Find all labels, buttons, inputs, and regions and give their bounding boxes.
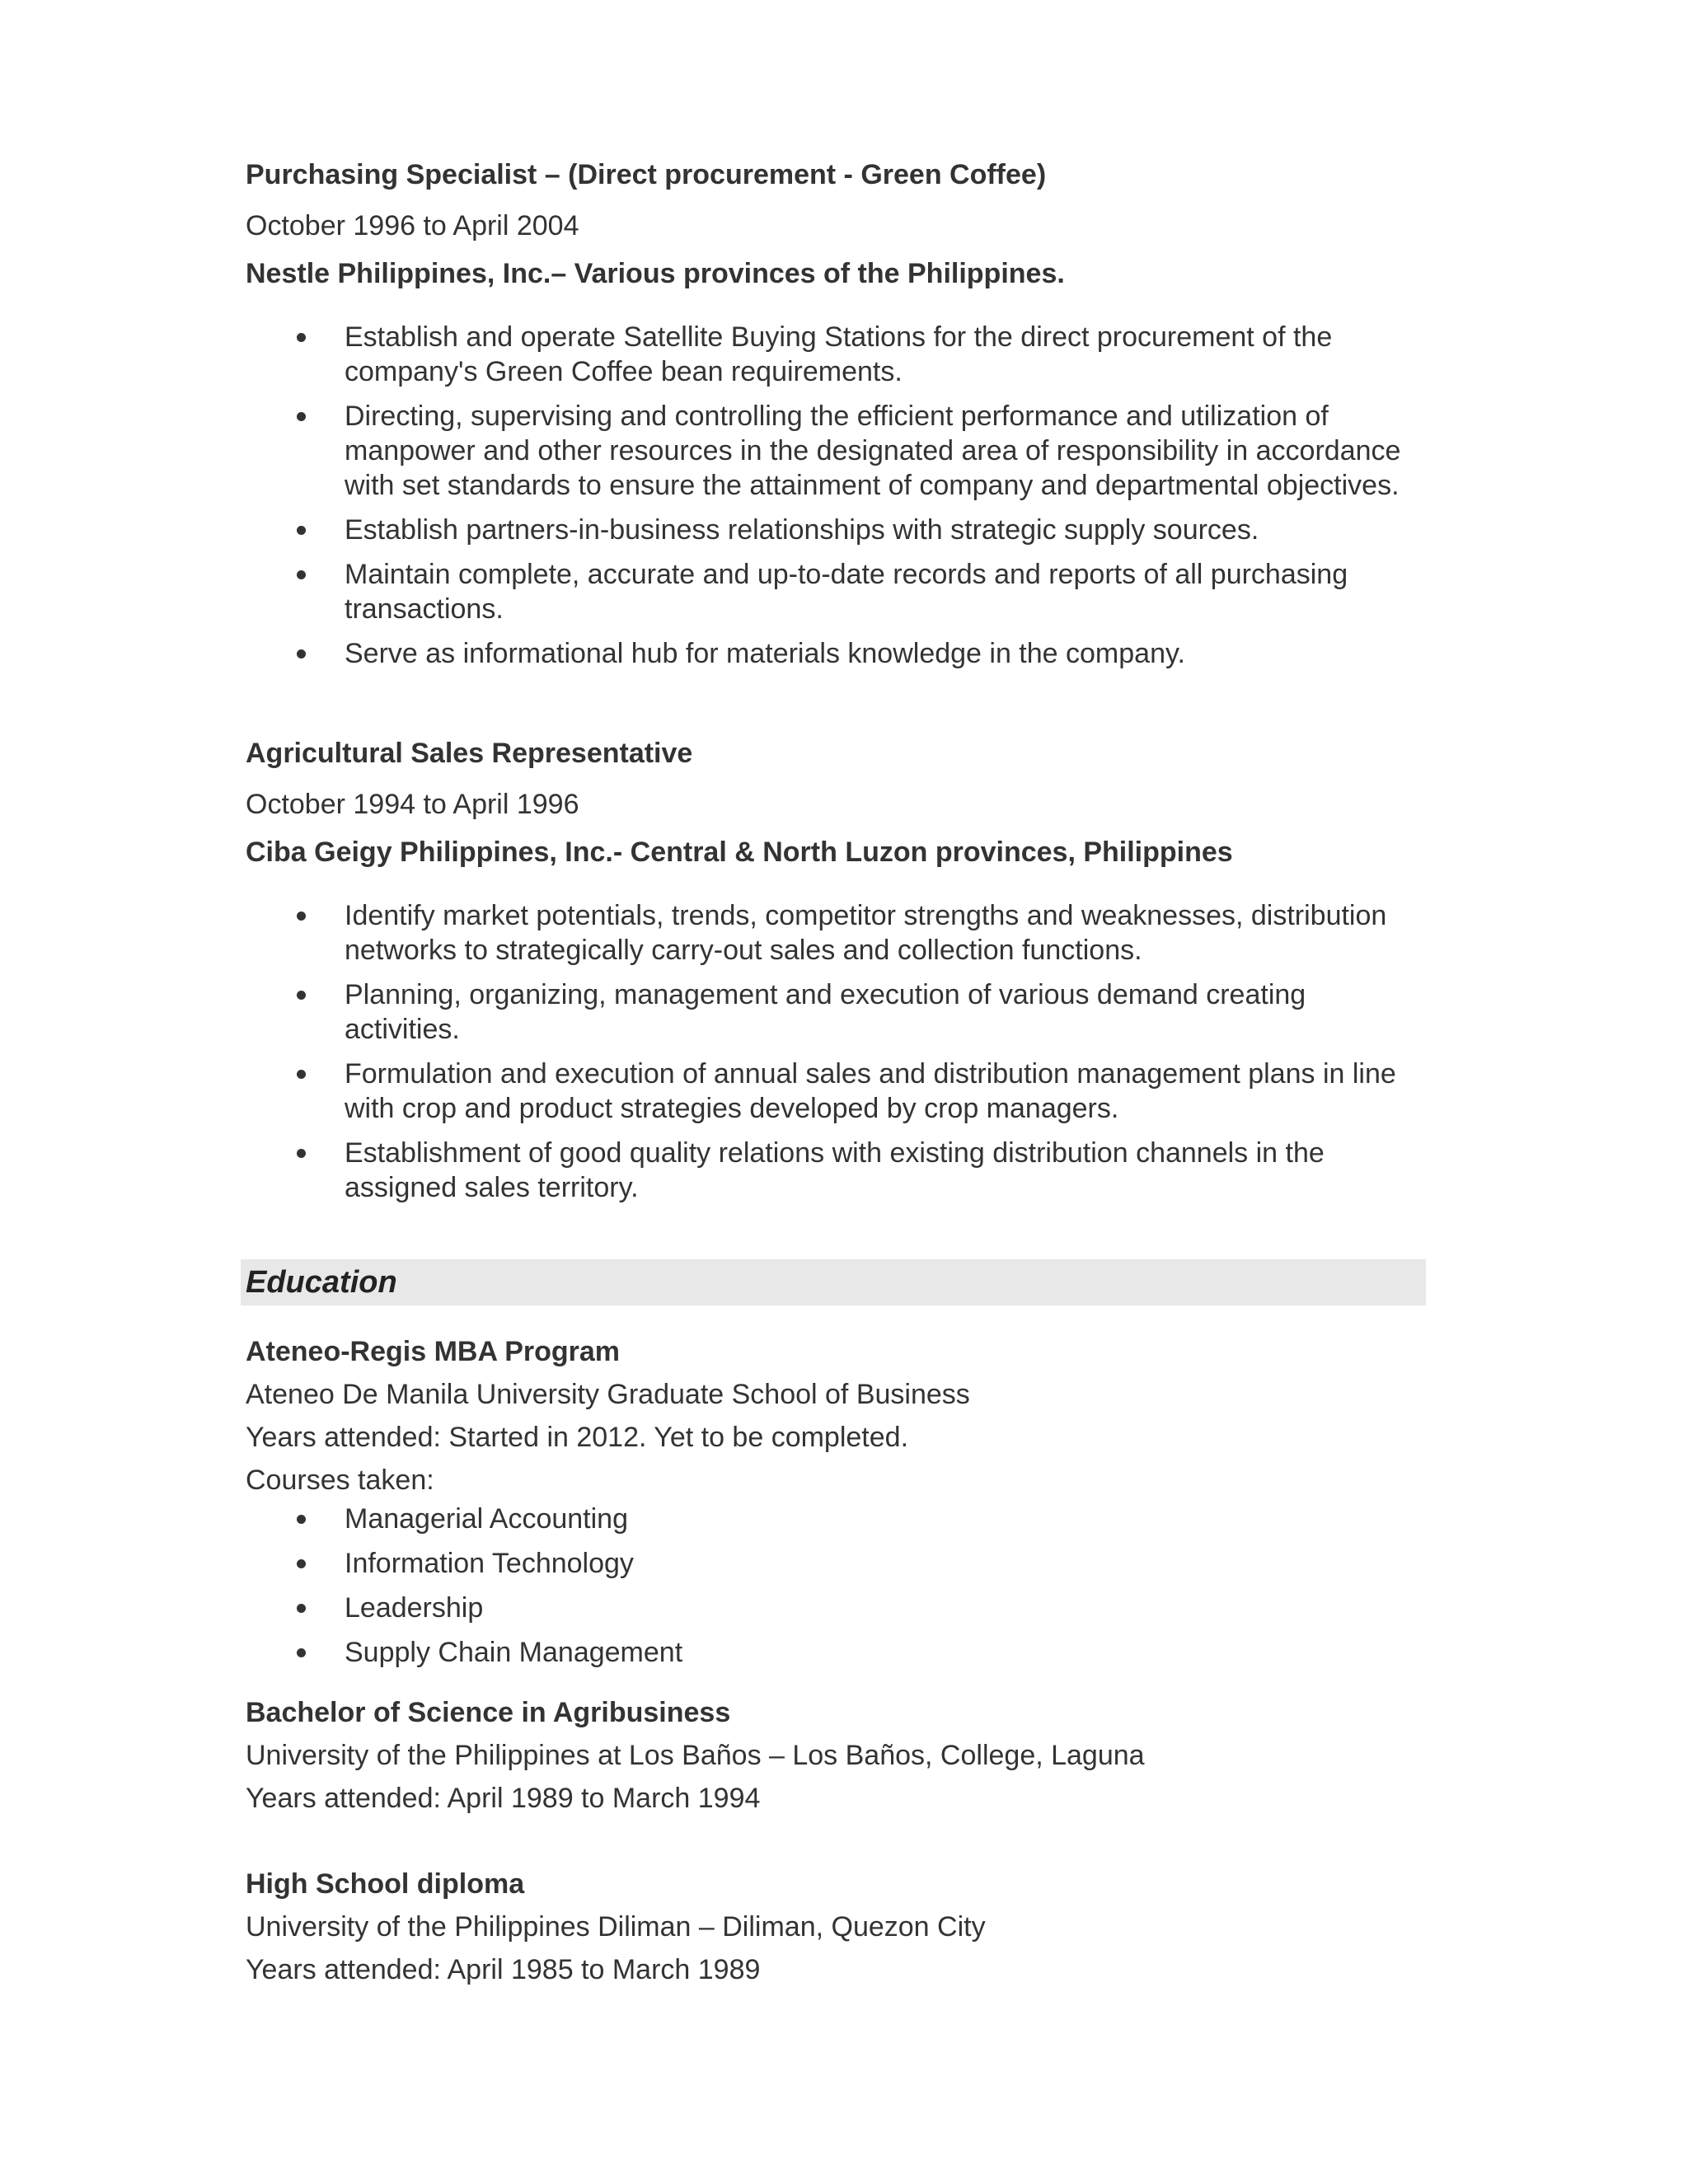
list-item-text: Identify market potentials, trends, competitor strengths and weaknesses, distribution networks to strategically carry-out sales and collection functions. <box>345 900 1387 966</box>
bullet-icon <box>297 1604 306 1613</box>
list-item <box>246 513 1426 547</box>
job-entry <box>246 157 1426 671</box>
education-entry <box>246 1330 1426 1670</box>
courses-label: Courses taken: <box>246 1465 434 1496</box>
degree-title: Ateneo-Regis MBA Program <box>246 1336 621 1367</box>
list-item <box>246 636 1426 671</box>
list-item <box>246 399 1426 503</box>
list-item-text: Directing, supervising and controlling the efficient performance and utilization of manpower and other resources in the designated area of responsibility in accordance with set standards to ensure the attainment of company and departmental objectives. <box>345 401 1401 501</box>
bullet-icon <box>297 1515 306 1524</box>
years-attended: Years attended: April 1989 to March 1994 <box>246 1783 761 1814</box>
school-name: University of the Philippines at Los Baños – Los Baños, College, Laguna <box>246 1740 1145 1771</box>
list-item-text: Planning, organizing, management and execution of various demand creating activities. <box>345 979 1306 1045</box>
job-duties-list <box>246 320 1426 671</box>
list-item-text: Establish partners-in-business relationships with strategic supply sources. <box>345 514 1259 546</box>
job-title: Purchasing Specialist – (Direct procurement - Green Coffee) <box>246 159 1047 190</box>
job-company: Nestle Philippines, Inc.– Various provinces of the Philippines. <box>246 258 1065 289</box>
list-item-text: Information Technology <box>345 1548 634 1579</box>
years-attended: Years attended: April 1985 to March 1989 <box>246 1954 761 1985</box>
list-item <box>246 1546 1426 1581</box>
courses-list <box>246 1502 1426 1670</box>
bullet-icon <box>297 412 306 421</box>
list-item-text: Managerial Accounting <box>345 1503 629 1535</box>
degree-title: High School diploma <box>246 1868 525 1900</box>
list-item-text: Supply Chain Management <box>345 1637 683 1668</box>
spacer <box>246 681 1426 735</box>
list-item-text: Formulation and execution of annual sales and distribution management plans in line with crop and product strategies developed by crop managers. <box>345 1058 1396 1124</box>
job-dates: October 1996 to April 2004 <box>246 210 579 241</box>
list-item <box>246 898 1426 968</box>
job-dates: October 1994 to April 1996 <box>246 789 579 820</box>
education-entry <box>246 1691 1426 1820</box>
school-name: University of the Philippines Diliman – Diliman, Quezon City <box>246 1911 986 1943</box>
bullet-icon <box>297 333 306 342</box>
job-entry <box>246 735 1426 1205</box>
bullet-icon <box>297 1149 306 1158</box>
list-item <box>246 1136 1426 1205</box>
bullet-icon <box>297 526 306 535</box>
list-item-text: Establishment of good quality relations with existing distribution channels in the assigned sales territory. <box>345 1137 1325 1203</box>
education-entry <box>246 1863 1426 1991</box>
list-item-text: Maintain complete, accurate and up-to-date records and reports of all purchasing transactions. <box>345 559 1348 625</box>
list-item-text: Serve as informational hub for materials knowledge in the company. <box>345 638 1185 669</box>
job-company: Ciba Geigy Philippines, Inc.- Central & North Luzon provinces, Philippines <box>246 837 1233 868</box>
education-section-header: Education <box>241 1259 1426 1305</box>
bullet-icon <box>297 912 306 921</box>
bullet-icon <box>297 1070 306 1079</box>
list-item-text: Establish and operate Satellite Buying Stations for the direct procurement of the company's Green Coffee bean requirements. <box>345 321 1333 387</box>
resume-page <box>246 157 1426 1991</box>
spacer <box>246 1215 1426 1259</box>
list-item <box>246 1057 1426 1126</box>
bullet-icon <box>297 991 306 1000</box>
bullet-icon <box>297 570 306 579</box>
job-title: Agricultural Sales Representative <box>246 738 693 769</box>
list-item <box>246 1591 1426 1625</box>
bullet-icon <box>297 1559 306 1568</box>
list-item <box>246 320 1426 389</box>
list-item <box>246 557 1426 626</box>
bullet-icon <box>297 1648 306 1657</box>
years-attended: Years attended: Started in 2012. Yet to be completed. <box>246 1422 909 1453</box>
list-item <box>246 1502 1426 1536</box>
list-item <box>246 1635 1426 1670</box>
bullet-icon <box>297 649 306 658</box>
school-name: Ateneo De Manila University Graduate School of Business <box>246 1379 970 1410</box>
list-item-text: Leadership <box>345 1592 484 1624</box>
list-item <box>246 977 1426 1047</box>
job-duties-list <box>246 898 1426 1205</box>
degree-title: Bachelor of Science in Agribusiness <box>246 1697 731 1728</box>
